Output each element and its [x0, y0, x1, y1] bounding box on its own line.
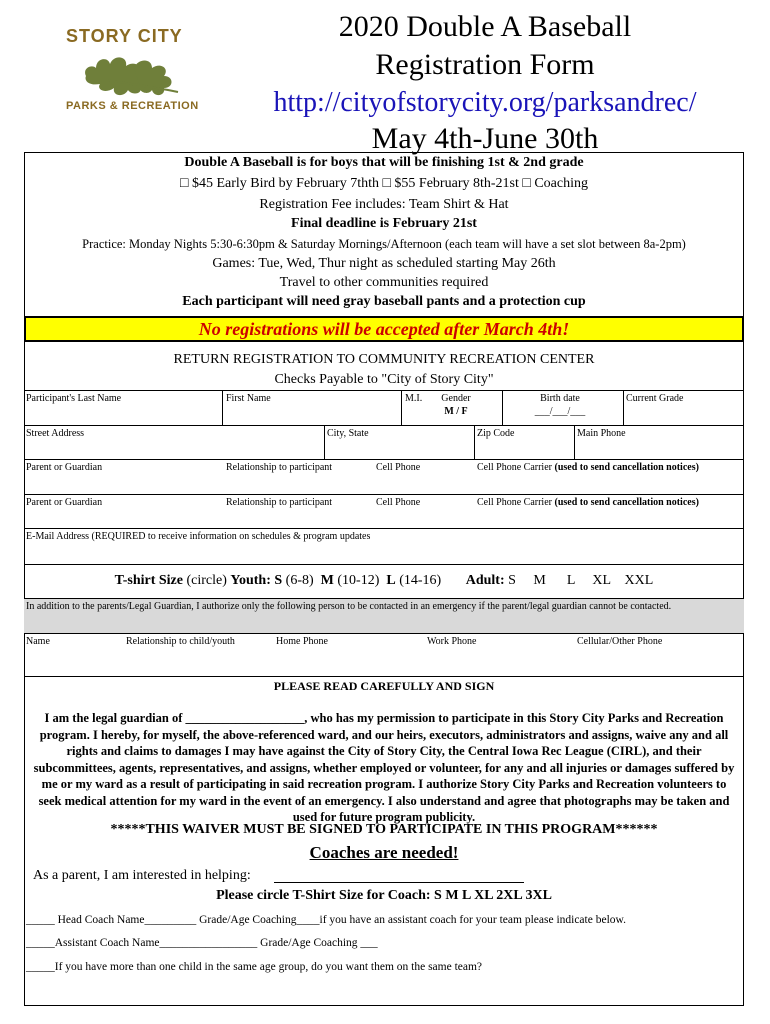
head-coach-line[interactable]: _____ Head Coach Name_________ Grade/Age Coaching____if you have an assistant coach for your team please indicate below.	[26, 914, 626, 926]
oak-leaf-logo	[78, 46, 188, 100]
divider	[24, 390, 744, 391]
website-link[interactable]: http://cityofstorycity.org/parksandrec/	[273, 87, 697, 118]
relationship-2-field[interactable]: Relationship to participant	[226, 497, 333, 508]
birth-date-blank: ___/___/___	[534, 406, 586, 417]
travel-note: Travel to other communities required	[279, 275, 489, 290]
emergency-contact-note: In addition to the parents/Legal Guardian, I authorize only the following person to be contacted in an emergency if the parent/legal guardian cannot be contacted.	[26, 601, 672, 612]
parent-guardian-1-field[interactable]: Parent or Guardian	[26, 462, 103, 473]
waiver-must-sign: *****THIS WAIVER MUST BE SIGNED TO PARTICIPATE IN THIS PROGRAM******	[110, 822, 658, 837]
cell-carrier-label: Cell Phone Carrier	[477, 497, 552, 508]
email-field[interactable]: E-Mail Address (REQUIRED to receive information on schedules & program updates	[26, 531, 371, 542]
youth-size-m[interactable]: M	[320, 573, 334, 588]
divider	[24, 459, 744, 460]
zip-code-field[interactable]: Zip Code	[477, 428, 515, 439]
emergency-relationship-field[interactable]: Relationship to child/youth	[126, 636, 235, 647]
cell-border	[623, 390, 624, 425]
divider	[24, 494, 744, 495]
youth-s-range: (6-8)	[285, 573, 314, 588]
return-instructions: RETURN REGISTRATION TO COMMUNITY RECREATION CENTER	[173, 352, 595, 367]
cell-border	[502, 390, 503, 425]
youth-l-range: (14-16)	[399, 573, 442, 588]
assistant-coach-line[interactable]: _____Assistant Coach Name_________________ Grade/Age Coaching ___	[26, 937, 378, 949]
cell-border	[324, 425, 325, 459]
form-title: 2020 Double A Baseball	[338, 10, 632, 43]
cell-phone-1-field[interactable]: Cell Phone	[376, 462, 421, 473]
form-subtitle: Registration Form	[375, 48, 595, 81]
street-address-field[interactable]: Street Address	[26, 428, 85, 439]
divider	[24, 528, 744, 529]
final-deadline: Final deadline is February 21st	[291, 216, 477, 231]
divider	[24, 564, 744, 565]
gender-field[interactable]: Gender	[441, 393, 471, 404]
waiver-heading: PLEASE READ CAREFULLY AND SIGN	[273, 679, 495, 693]
adult-label: Adult:	[465, 573, 505, 588]
cell-border	[222, 390, 223, 425]
emergency-cell-phone-field[interactable]: Cellular/Other Phone	[577, 636, 663, 647]
youth-label: Youth:	[230, 573, 271, 588]
emergency-home-phone-field[interactable]: Home Phone	[276, 636, 328, 647]
fee-options: □ $45 Early Bird by February 7thth □ $55 February 8th-21st □ Coaching	[180, 176, 588, 191]
practice-schedule: Practice: Monday Nights 5:30-6:30pm & Saturday Mornings/Afternoon (each team will have a set slot between 8a-2pm)	[82, 237, 686, 251]
cell-carrier-note: (used to send cancellation notices)	[554, 497, 699, 508]
registration-cutoff-banner: No registrations will be accepted after March 4th!	[24, 316, 744, 342]
first-name-field[interactable]: First Name	[226, 393, 271, 404]
checks-payable: Checks Payable to "City of Story City"	[274, 372, 494, 387]
parent-guardian-2-field[interactable]: Parent or Guardian	[26, 497, 103, 508]
city-state-field[interactable]: City, State	[327, 428, 369, 439]
logo-subtitle: PARKS & RECREATION	[66, 100, 199, 112]
coaches-heading: Coaches are needed!	[309, 843, 459, 862]
relationship-1-field[interactable]: Relationship to participant	[226, 462, 333, 473]
logo-title: STORY CITY	[66, 26, 183, 46]
program-eligibility: Double A Baseball is for boys that will be finishing 1st & 2nd grade	[184, 155, 584, 170]
youth-m-range: (10-12)	[337, 573, 380, 588]
waiver-text: I am the legal guardian of ___________________, who has my permission to participate in this Story City Parks and Recreation program. I hereby, for myself, the above-referenced ward, and our heirs, executors, administrators and assigns, waive any and all rights and claims to damages I may have against the City of Story City, the Central Iowa Rec League (CIRL), and their subcommittees, agents, representatives, and assigns, whether employed or volunteer, for any and all injuries or damages suffered by me or my ward as a result of participating in said recreation program. I authorize Story City Parks and Recreation volunteers to seek medical attention for my ward in the event of an emergency. I also understand and agree that photographs may be taken and used for future program publicity.	[33, 711, 735, 824]
helping-label: As a parent, I am interested in helping:	[33, 868, 251, 883]
coach-shirt-size[interactable]: Please circle T-Shirt Size for Coach: S M L XL 2XL 3XL	[216, 888, 552, 903]
birth-date-field[interactable]: Birth date	[540, 393, 580, 404]
emergency-name-field[interactable]: Name	[26, 636, 50, 647]
cell-border	[401, 390, 402, 425]
cell-carrier-label: Cell Phone Carrier	[477, 462, 552, 473]
divider	[24, 425, 744, 426]
main-phone-field[interactable]: Main Phone	[577, 428, 626, 439]
youth-size-s[interactable]: S	[274, 573, 283, 588]
cell-carrier-1-field[interactable]	[477, 462, 699, 473]
season-dates: May 4th-June 30th	[371, 122, 599, 155]
games-schedule: Games: Tue, Wed, Thur night as scheduled starting May 26th	[212, 256, 556, 271]
cell-carrier-note: (used to send cancellation notices)	[554, 462, 699, 473]
tshirt-label: T-shirt Size	[114, 573, 183, 588]
middle-initial-field[interactable]: M.I.	[405, 393, 423, 404]
divider	[24, 676, 744, 677]
youth-size-l[interactable]: L	[386, 573, 396, 588]
fee-includes: Registration Fee includes: Team Shirt & Hat	[259, 197, 509, 212]
divider	[24, 633, 744, 634]
gender-options[interactable]: M / F	[444, 406, 468, 417]
cell-phone-2-field[interactable]: Cell Phone	[376, 497, 421, 508]
equipment-note: Each participant will need gray baseball pants and a protection cup	[182, 294, 586, 309]
adult-sizes[interactable]: S M L XL XXL	[508, 573, 654, 588]
cell-border	[574, 425, 575, 459]
tshirt-circle-note: (circle)	[186, 573, 227, 588]
cell-border	[474, 425, 475, 459]
helping-blank-line[interactable]	[274, 882, 524, 883]
tshirt-size-row	[24, 573, 744, 589]
cell-carrier-2-field[interactable]	[477, 497, 699, 508]
last-name-field[interactable]: Participant's Last Name	[26, 393, 122, 404]
same-team-question[interactable]: _____If you have more than one child in the same age group, do you want them on the same team?	[26, 961, 483, 973]
current-grade-field[interactable]: Current Grade	[626, 393, 684, 404]
emergency-work-phone-field[interactable]: Work Phone	[427, 636, 477, 647]
